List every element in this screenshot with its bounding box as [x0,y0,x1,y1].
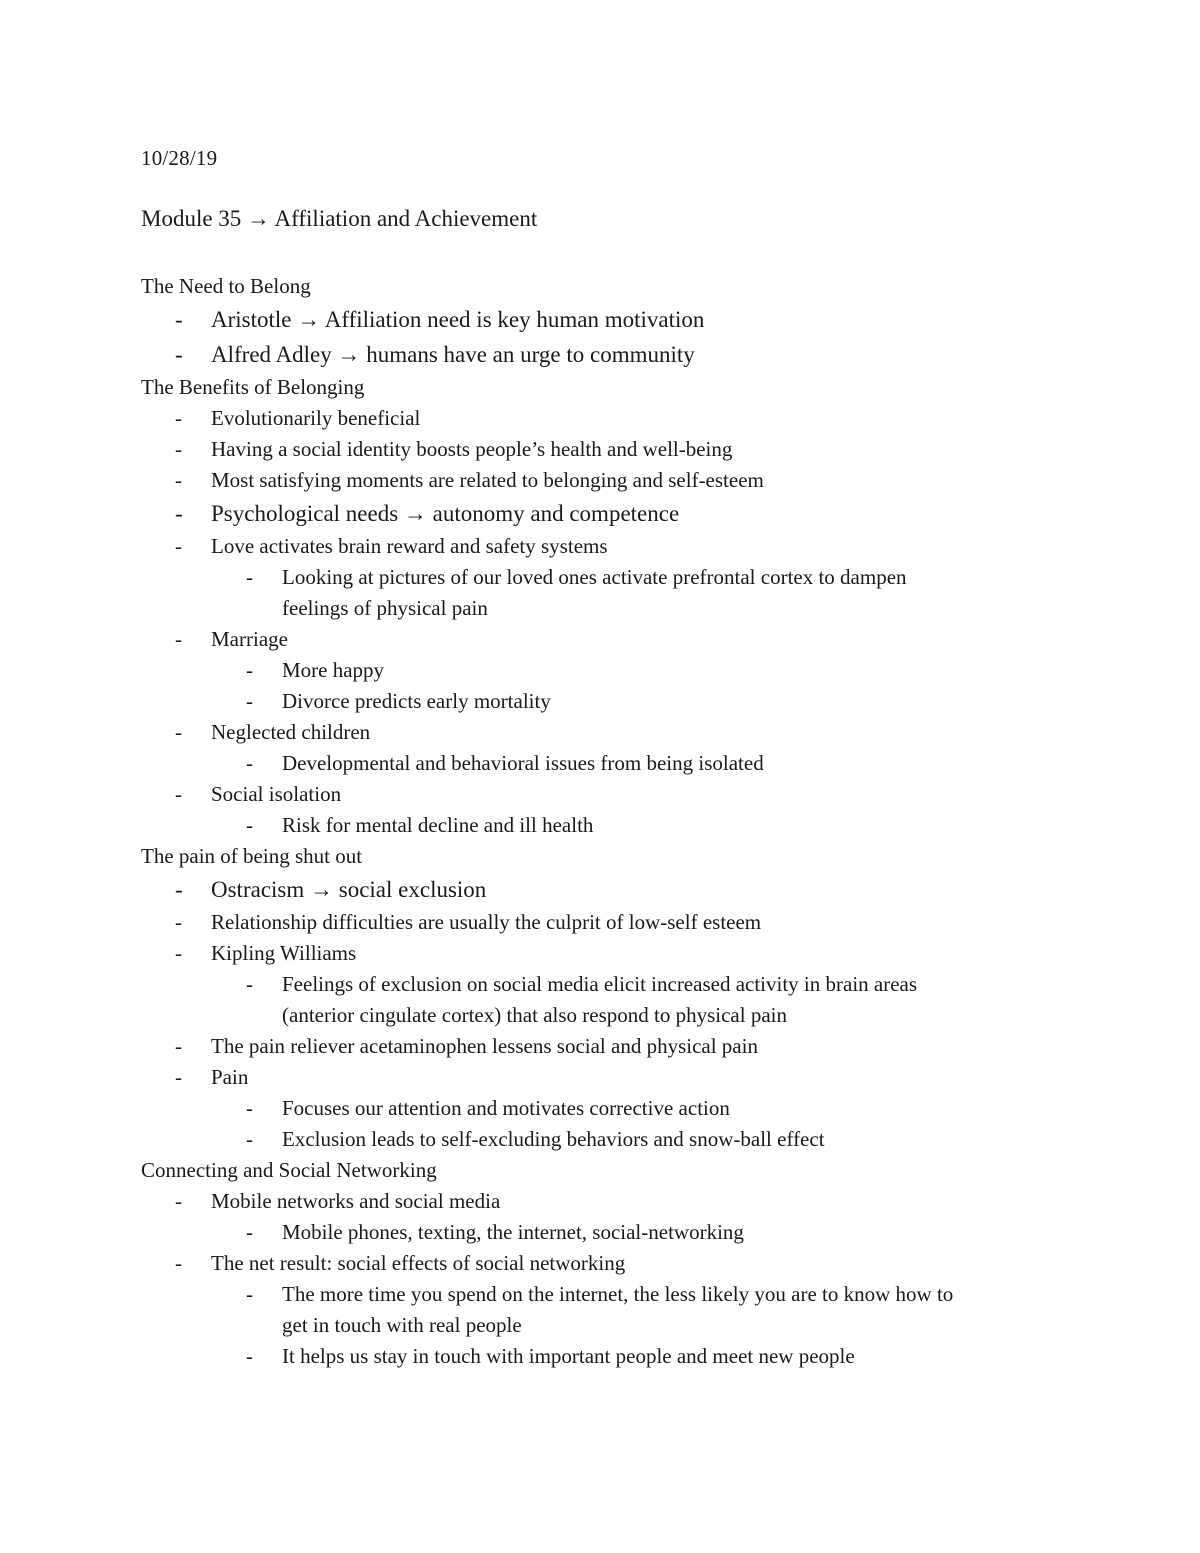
section-heading: The Benefits of Belonging [141,375,365,399]
bullet-text: Developmental and behavioral issues from being isolated [282,751,764,775]
sub-bullet-item [141,969,1141,1031]
bullet-text: Marriage [211,627,288,651]
bullet-text: Feelings of exclusion on social media elicit increased activity in brain areas [282,972,918,996]
bullet-dash: - [175,910,182,934]
note-title: Module 35 → Affiliation and Achievement [141,206,538,231]
bullet-item [141,779,1141,810]
bullet-dash: - [175,307,183,332]
bullet-text: Aristotle → Affiliation need is key human motivation [211,307,705,332]
bullet-text: Relationship difficulties are usually the culprit of low-self esteem [211,910,762,934]
bullet-text: Exclusion leads to self-excluding behaviors and snow-ball effect [282,1127,825,1151]
bullet-text: Love activates brain reward and safety systems [211,534,608,558]
bullet-text: Mobile phones, texting, the internet, social-networking [282,1220,744,1244]
bullet-dash: - [175,1189,182,1213]
bullet-text: Alfred Adley → humans have an urge to community [211,342,695,367]
bullet-dash: - [175,1251,182,1275]
bullet-dash: - [246,565,253,589]
section-heading: The Need to Belong [141,274,311,298]
bullet-item [141,1062,1141,1093]
bullet-dash: - [246,972,253,996]
bullet-item [141,403,1141,434]
bullet-item [141,1031,1141,1062]
bullet-dash: - [246,813,253,837]
bullet-dash: - [246,1344,253,1368]
bullet-dash: - [175,406,182,430]
bullet-text: Evolutionarily beneficial [211,406,421,430]
bullet-item [141,465,1141,496]
bullet-dash: - [246,751,253,775]
bullet-dash: - [246,1096,253,1120]
sub-bullet-item [141,1341,1141,1372]
bullet-item [141,624,1141,655]
bullet-item [141,302,1141,337]
bullet-text: Psychological needs → autonomy and competence [211,501,680,526]
bullet-dash: - [175,627,182,651]
bullet-text: Divorce predicts early mortality [282,689,551,713]
bullet-dash: - [246,1127,253,1151]
bullet-dash: - [175,534,182,558]
bullet-dash: - [175,877,183,902]
bullet-item [141,938,1141,969]
bullet-dash: - [175,782,182,806]
bullet-text: feelings of physical pain [282,596,488,620]
sub-bullet-item [141,686,1141,717]
sub-bullet-item [141,1124,1141,1155]
bullet-dash: - [246,1220,253,1244]
bullet-dash: - [175,501,183,526]
bullet-dash: - [175,1065,182,1089]
bullet-text: The net result: social effects of social networking [211,1251,626,1275]
bullet-item [141,1248,1141,1279]
bullet-text: Having a social identity boosts people’s health and well-being [211,437,733,461]
sub-bullet-item [141,1217,1141,1248]
bullet-dash: - [175,468,182,492]
bullet-text: Looking at pictures of our loved ones activate prefrontal cortex to dampen [282,565,907,589]
bullet-dash: - [175,720,182,744]
sub-bullet-item [141,562,1141,624]
bullet-text: Risk for mental decline and ill health [282,813,594,837]
bullet-text: Social isolation [211,782,342,806]
bullet-item [141,496,1141,531]
sub-bullet-item [141,1279,1141,1341]
bullet-text: Pain [211,1065,249,1089]
sub-bullet-item [141,810,1141,841]
bullet-item [141,337,1141,372]
bullet-item [141,434,1141,465]
bullet-dash: - [175,342,183,367]
bullet-item [141,717,1141,748]
bullet-dash: - [246,1282,253,1306]
bullet-dash: - [175,437,182,461]
bullet-text: (anterior cingulate cortex) that also respond to physical pain [282,1003,787,1027]
bullet-item [141,907,1141,938]
bullet-dash: - [175,941,182,965]
bullet-item [141,1186,1141,1217]
section-heading: The pain of being shut out [141,844,363,868]
bullet-text: Neglected children [211,720,371,744]
bullet-text: It helps us stay in touch with important people and meet new people [282,1344,855,1368]
section-heading: Connecting and Social Networking [141,1158,437,1182]
bullet-text: Mobile networks and social media [211,1189,501,1213]
sub-bullet-item [141,1093,1141,1124]
bullet-text: Ostracism → social exclusion [211,877,487,902]
bullet-text: The more time you spend on the internet, the less likely you are to know how to [282,1282,954,1306]
note-date: 10/28/19 [141,146,218,170]
bullet-text: get in touch with real people [282,1313,522,1337]
bullet-text: Kipling Williams [211,941,357,965]
bullet-text: More happy [282,658,385,682]
bullet-dash: - [246,689,253,713]
sub-bullet-item [141,655,1141,686]
bullet-dash: - [175,1034,182,1058]
bullet-dash: - [246,658,253,682]
sub-bullet-item [141,748,1141,779]
bullet-text: Focuses our attention and motivates corrective action [282,1096,730,1120]
bullet-text: The pain reliever acetaminophen lessens social and physical pain [211,1034,758,1058]
bullet-item [141,531,1141,562]
notes-body [141,271,1141,1372]
bullet-text: Most satisfying moments are related to belonging and self-esteem [211,468,764,492]
bullet-item [141,872,1141,907]
